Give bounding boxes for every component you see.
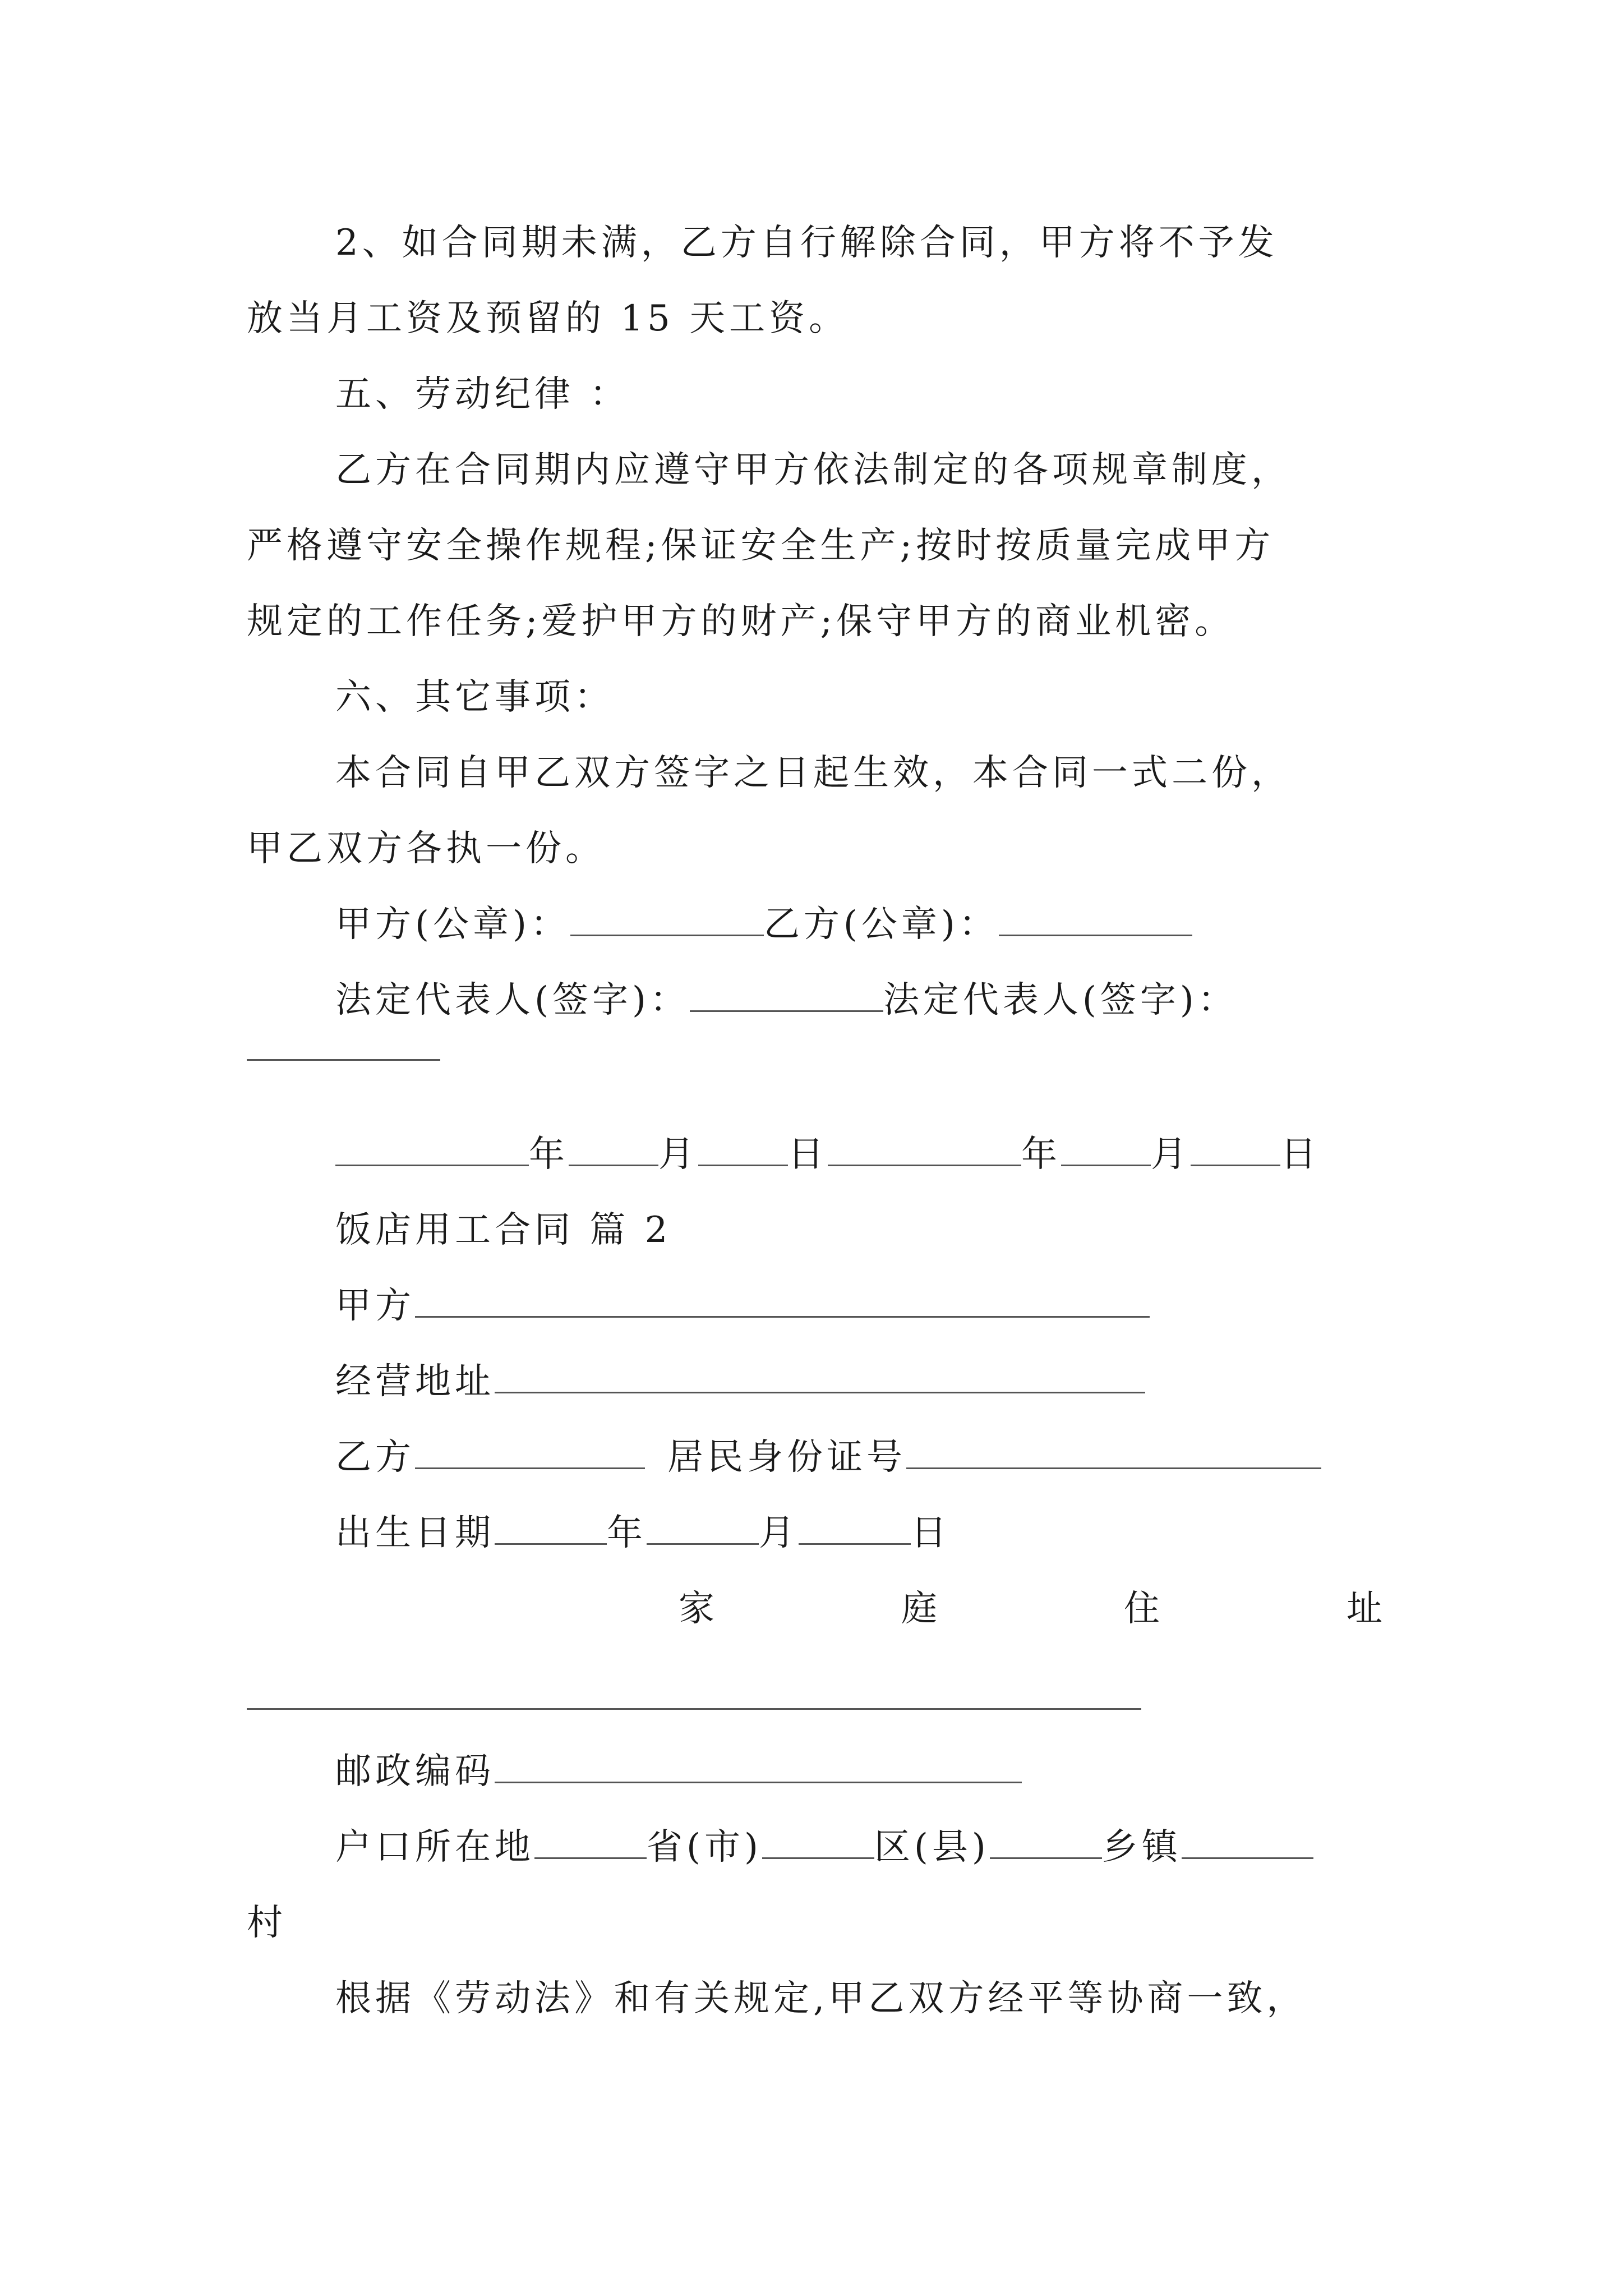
- party-a-label: 甲方: [335, 1285, 415, 1327]
- postal-code-blank[interactable]: [495, 1749, 1022, 1783]
- township-blank[interactable]: [990, 1825, 1102, 1859]
- province-blank[interactable]: [534, 1825, 647, 1859]
- postal-code-label: 邮政编码: [335, 1751, 495, 1792]
- paragraph-line: 甲乙双方各执一份。: [247, 828, 605, 869]
- birth-date-row: [335, 1508, 951, 1558]
- paragraph-line: 放当月工资及预留的 15 天工资。: [247, 298, 849, 339]
- address-blank[interactable]: [495, 1359, 1145, 1393]
- section-heading: 五、劳动纪律 ：: [335, 374, 630, 415]
- month-b-label: 月: [1151, 1134, 1191, 1175]
- year-a-blank[interactable]: [335, 1132, 529, 1166]
- birth-month-label: 月: [759, 1512, 799, 1554]
- village-blank[interactable]: [1182, 1825, 1313, 1859]
- section-heading: 六、其它事项：: [335, 677, 614, 718]
- day-a-label: 日: [788, 1134, 828, 1175]
- district-label: 区(县): [874, 1826, 990, 1868]
- postal-code-row: [335, 1746, 1022, 1797]
- hukou-row: [335, 1822, 1313, 1872]
- birth-date-label: 出生日期: [335, 1512, 495, 1554]
- hukou-label: 户口所在地: [335, 1826, 534, 1868]
- paragraph-line: 本合同自甲乙双方签字之日起生效，本合同一式二份，: [335, 752, 1291, 794]
- paragraph-line: 2、如合同期未满，乙方自行解除合同，甲方将不予发: [335, 222, 1278, 264]
- home-address-char: 址: [1347, 1588, 1382, 1630]
- paragraph-line: 根据《劳动法》和有关规定,甲乙双方经平等协商一致，: [335, 1978, 1307, 2019]
- party-b-label: 乙方: [335, 1437, 415, 1478]
- id-number-blank[interactable]: [906, 1435, 1321, 1469]
- signature-seal-row: [335, 899, 1192, 950]
- district-blank[interactable]: [762, 1825, 874, 1859]
- party-b-seal-label: 乙方(公章)：: [763, 904, 999, 945]
- day-b-blank[interactable]: [1191, 1132, 1280, 1166]
- birth-year-label: 年: [607, 1512, 647, 1554]
- contract-title: 饭店用工合同 篇 2: [335, 1209, 672, 1251]
- party-b-blank[interactable]: [415, 1435, 645, 1469]
- month-a-blank[interactable]: [569, 1132, 658, 1166]
- rep-a-blank[interactable]: [690, 978, 883, 1012]
- year-b-label: 年: [1021, 1134, 1061, 1175]
- township-label: 乡镇: [1101, 1826, 1182, 1868]
- party-a-seal-label: 甲方(公章)：: [335, 904, 570, 945]
- rep-a-label: 法定代表人(签字)：: [335, 979, 690, 1021]
- day-b-label: 日: [1280, 1134, 1320, 1175]
- home-address-char: 住: [1124, 1588, 1160, 1630]
- day-a-blank[interactable]: [698, 1132, 788, 1166]
- party-a-row: [335, 1281, 1150, 1331]
- paragraph-line: 严格遵守安全操作规程;保证安全生产;按时按质量完成甲方: [247, 525, 1275, 567]
- birth-month-blank[interactable]: [647, 1511, 759, 1545]
- address-row: [335, 1356, 1145, 1407]
- party-a-seal-blank[interactable]: [570, 902, 764, 936]
- date-row: [335, 1129, 1320, 1180]
- home-address-char: 家: [679, 1588, 714, 1630]
- province-label: 省(市): [647, 1826, 762, 1868]
- paragraph-line: 乙方在合同期内应遵守甲方依法制定的各项规章制度，: [335, 449, 1291, 491]
- year-a-label: 年: [529, 1134, 569, 1175]
- birth-day-blank[interactable]: [799, 1511, 911, 1545]
- party-a-blank[interactable]: [415, 1283, 1150, 1318]
- id-number-label: 居民身份证号: [667, 1437, 906, 1478]
- month-a-label: 月: [658, 1134, 698, 1175]
- rep-b-blank[interactable]: [247, 1053, 440, 1061]
- home-address-char: 庭: [901, 1588, 937, 1630]
- party-b-seal-blank[interactable]: [999, 902, 1192, 936]
- month-b-blank[interactable]: [1061, 1132, 1151, 1166]
- birth-day-label: 日: [911, 1512, 951, 1554]
- signature-rep-row: [335, 975, 1238, 1025]
- birth-year-blank[interactable]: [495, 1511, 607, 1545]
- rep-b-label: 法定代表人(签字)：: [883, 979, 1238, 1021]
- home-address-label: [679, 1584, 1382, 1634]
- home-address-blank[interactable]: [247, 1703, 1141, 1710]
- year-b-blank[interactable]: [828, 1132, 1021, 1166]
- village-label: 村: [247, 1902, 287, 1944]
- paragraph-line: 规定的工作任务;爱护甲方的财产;保守甲方的商业机密。: [247, 601, 1235, 642]
- party-b-row: [335, 1432, 1321, 1483]
- address-label: 经营地址: [335, 1361, 495, 1402]
